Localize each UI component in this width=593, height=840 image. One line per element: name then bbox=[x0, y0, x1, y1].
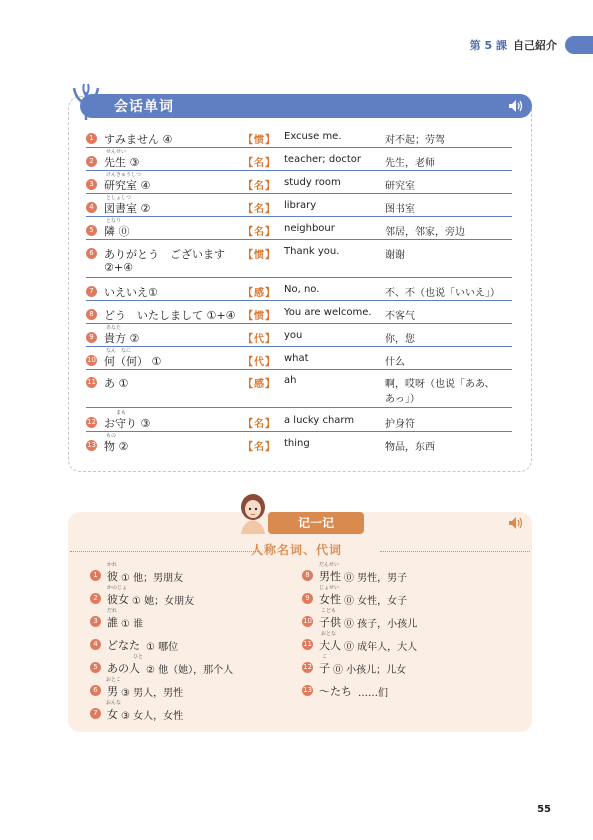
vocab-chinese: 护身符 bbox=[385, 419, 415, 430]
vocab-english: neighbour bbox=[284, 223, 335, 234]
vocab-word-cont: ②+④ bbox=[104, 261, 133, 274]
memo-def: ① 谁 bbox=[121, 619, 144, 630]
item-number: 8 bbox=[302, 570, 313, 581]
row-number: 11 bbox=[87, 378, 96, 386]
vocab-ruby: となり bbox=[106, 218, 122, 224]
memo-word: 彼女 bbox=[107, 593, 129, 606]
row-number: 10 bbox=[87, 356, 96, 364]
item-number: 4 bbox=[90, 639, 101, 650]
item-number: 1 bbox=[90, 570, 101, 581]
vocab-ruby: なん なに bbox=[106, 348, 132, 354]
vocab-pos: 【名】 bbox=[243, 181, 276, 192]
speaker-icon[interactable] bbox=[508, 99, 524, 113]
memo-def: ① 她；女朋友 bbox=[132, 596, 195, 607]
vocab-chinese: 啊，哎呀（也说「ああ、 bbox=[385, 379, 495, 390]
vocab-word: どう いたしまして ①+④ bbox=[104, 309, 236, 322]
vocab-chinese: 图书室 bbox=[385, 204, 415, 215]
memo-word: 女 bbox=[107, 708, 118, 721]
vocab-pos: 【代】 bbox=[243, 357, 276, 368]
vocab-word: 物 ② bbox=[104, 440, 129, 453]
vocab-pos: 【惯】 bbox=[243, 135, 276, 146]
memo-def: ① 他；男朋友 bbox=[121, 573, 184, 584]
item-number: 11 bbox=[303, 640, 312, 648]
vocab-english: Excuse me. bbox=[284, 131, 342, 142]
vocab-pos: 【名】 bbox=[243, 442, 276, 453]
vocab-row bbox=[86, 348, 512, 370]
vocab-ruby: けんきゅうしつ bbox=[106, 172, 142, 178]
vocab-pos: 【惯】 bbox=[243, 311, 276, 322]
item-number: 3 bbox=[90, 616, 101, 627]
row-number: 13 bbox=[87, 441, 96, 449]
memo-ruby: だれ bbox=[107, 608, 118, 614]
memo-def: ③ 男人，男性 bbox=[121, 688, 184, 699]
vocab-english: a lucky charm bbox=[284, 415, 355, 426]
vocab-chinese: 先生，老师 bbox=[385, 158, 435, 169]
vocab-chinese: 什么 bbox=[385, 357, 405, 368]
lesson-title: 自己紹介 bbox=[513, 39, 557, 52]
vocab-chinese: 谢谢 bbox=[385, 250, 405, 261]
vocab-chinese: 不、不（也说「いいえ」） bbox=[385, 288, 500, 299]
memo-word: どなた bbox=[107, 639, 140, 652]
vocab-ruby: もの bbox=[106, 433, 117, 439]
memo-word: 誰 bbox=[107, 616, 118, 629]
wheat-logo-icon bbox=[68, 82, 104, 122]
memo-word: 女性 bbox=[319, 593, 341, 606]
row-number: 7 bbox=[86, 286, 97, 297]
girl-avatar-icon bbox=[236, 492, 270, 534]
memo-def: ② 他（她），那个人 bbox=[146, 665, 234, 676]
memo-ruby: こ bbox=[322, 654, 328, 660]
vocab-banner bbox=[80, 94, 532, 118]
row-number: 2 bbox=[86, 156, 97, 167]
vocab-row bbox=[86, 286, 512, 301]
memo-def: ① 哪位 bbox=[146, 642, 179, 653]
row-number: 9 bbox=[86, 332, 97, 343]
vocab-word: あ ① bbox=[104, 377, 129, 390]
vocab-row bbox=[86, 248, 512, 278]
vocab-ruby: まも bbox=[116, 410, 127, 416]
item-number: 5 bbox=[90, 662, 101, 673]
row-number: 12 bbox=[87, 418, 96, 426]
memo-title: 记一记 bbox=[268, 512, 364, 534]
memo-def: ⓪ 成年人，大人 bbox=[344, 642, 418, 653]
vocab-word: 図書室 ② bbox=[104, 202, 151, 215]
vocab-english: you bbox=[284, 330, 303, 341]
vocab-english: Thank you. bbox=[284, 246, 340, 257]
memo-word: 子 bbox=[319, 662, 330, 675]
row-number: 8 bbox=[86, 309, 97, 320]
vocab-row bbox=[86, 309, 512, 324]
vocab-pos: 【代】 bbox=[243, 334, 276, 345]
vocab-pos: 【感】 bbox=[243, 379, 276, 390]
memo-word: 彼 bbox=[107, 570, 118, 583]
vocab-pos: 【惯】 bbox=[243, 250, 276, 261]
vocab-word: すみません ④ bbox=[104, 133, 173, 146]
vocab-chinese-cont: あっ」） bbox=[385, 394, 420, 405]
vocab-row bbox=[86, 377, 512, 408]
memo-subtitle: 人称名词、代词 bbox=[250, 543, 342, 557]
vocab-row bbox=[86, 433, 512, 454]
item-number: 2 bbox=[90, 593, 101, 604]
vocab-english: what bbox=[284, 353, 309, 364]
memo-ruby: おとな bbox=[321, 631, 337, 637]
vocab-word: 先生 ③ bbox=[104, 156, 140, 169]
memo-def: ⓪ 孩子，小孩儿 bbox=[344, 619, 418, 630]
vocab-word: ありがとう ございます bbox=[104, 248, 225, 261]
row-number: 6 bbox=[86, 248, 97, 259]
page-header bbox=[470, 33, 593, 57]
vocab-chinese: 邻居，邻家，旁边 bbox=[385, 227, 465, 238]
vocab-word: お守り ③ bbox=[104, 417, 151, 430]
vocab-english: thing bbox=[284, 438, 310, 449]
page-number: 55 bbox=[537, 804, 551, 815]
memo-def: ……们 bbox=[358, 688, 388, 699]
vocab-english: ah bbox=[284, 375, 297, 386]
vocab-english: No, no. bbox=[284, 284, 320, 295]
memo-def: ⓪ 小孩儿；儿女 bbox=[333, 665, 407, 676]
vocab-ruby: あなた bbox=[106, 325, 122, 331]
vocab-row bbox=[86, 133, 512, 148]
vocab-chinese: 研究室 bbox=[385, 181, 415, 192]
memo-ruby: だんせい bbox=[319, 562, 340, 568]
memo-ruby: こども bbox=[321, 608, 337, 614]
memo-ruby: じょせい bbox=[319, 585, 340, 591]
item-number: 12 bbox=[303, 663, 312, 671]
memo-ruby: かのじょ bbox=[107, 585, 128, 591]
memo-def: ⓪ 女性，女子 bbox=[344, 596, 408, 607]
speaker-icon[interactable] bbox=[508, 516, 524, 530]
header-tab bbox=[565, 36, 593, 54]
memo-def: ③ 女人，女性 bbox=[121, 711, 184, 722]
memo-word: 大人 bbox=[319, 639, 341, 652]
row-number: 5 bbox=[86, 225, 97, 236]
vocab-ruby: としょしつ bbox=[106, 195, 132, 201]
memo-word: 子供 bbox=[319, 616, 341, 629]
vocab-word: いえいえ① bbox=[104, 286, 158, 299]
vocab-english: library bbox=[284, 200, 317, 211]
vocab-pos: 【名】 bbox=[243, 227, 276, 238]
vocab-row bbox=[86, 325, 512, 347]
item-number: 10 bbox=[303, 617, 312, 625]
memo-ruby: おとこ bbox=[106, 677, 122, 683]
row-number: 3 bbox=[86, 179, 97, 190]
vocab-pos: 【名】 bbox=[243, 419, 276, 430]
memo-ruby: かれ bbox=[107, 562, 118, 568]
vocab-pos: 【名】 bbox=[243, 158, 276, 169]
vocab-word: 貴方 ② bbox=[104, 332, 140, 345]
vocab-chinese: 对不起；劳驾 bbox=[385, 135, 445, 146]
memo-word: 男性 bbox=[319, 570, 341, 583]
memo-word: あの人 bbox=[107, 662, 140, 675]
memo-ruby: おんな bbox=[106, 700, 122, 706]
vocab-row bbox=[86, 172, 512, 194]
vocab-row bbox=[86, 410, 512, 432]
vocab-english: study room bbox=[284, 177, 341, 188]
item-number: 13 bbox=[303, 686, 312, 694]
vocab-english: You are welcome. bbox=[284, 307, 372, 318]
row-number: 4 bbox=[86, 202, 97, 213]
vocab-word: 何（何） ① bbox=[104, 355, 162, 368]
item-number: 7 bbox=[90, 708, 101, 719]
vocab-chinese: 不客气 bbox=[385, 311, 415, 322]
vocab-row bbox=[86, 149, 512, 171]
row-number: 1 bbox=[86, 133, 97, 144]
vocab-chinese: 你，您 bbox=[385, 334, 415, 345]
memo-word: ～たち bbox=[319, 685, 352, 698]
memo-ruby: ひと bbox=[133, 654, 144, 660]
item-number: 9 bbox=[302, 593, 313, 604]
vocab-chinese: 物品，东西 bbox=[385, 442, 435, 453]
item-number: 6 bbox=[90, 685, 101, 696]
vocab-english: teacher; doctor bbox=[284, 154, 361, 165]
vocab-pos: 【感】 bbox=[243, 288, 276, 299]
vocab-word: 研究室 ④ bbox=[104, 179, 151, 192]
memo-def: ⓪ 男性，男子 bbox=[344, 573, 408, 584]
vocab-word: 隣 ⓪ bbox=[104, 225, 130, 238]
vocab-pos: 【名】 bbox=[243, 204, 276, 215]
memo-word: 男 bbox=[107, 685, 118, 698]
vocab-row bbox=[86, 218, 512, 240]
vocab-ruby: せんせい bbox=[106, 149, 127, 155]
vocab-row bbox=[86, 195, 512, 217]
vocab-title: 会话单词 bbox=[114, 99, 174, 115]
lesson-number: 第 5 課 bbox=[469, 39, 507, 52]
